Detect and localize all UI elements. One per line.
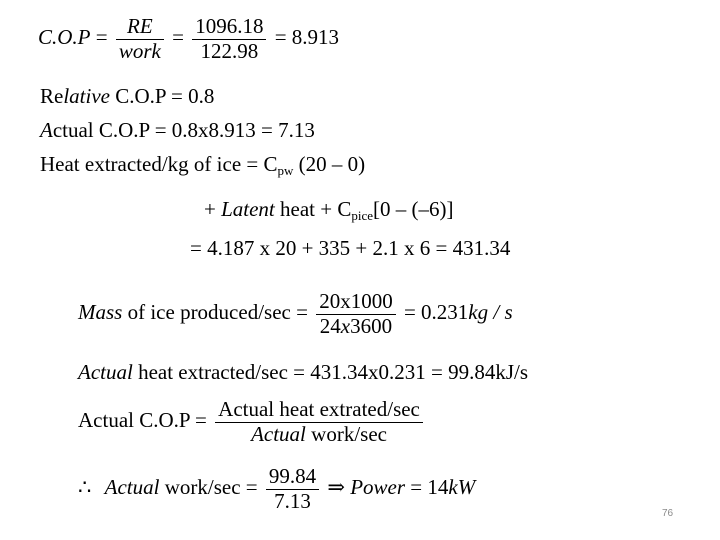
implies-arrow-icon: ⇒ [327,474,345,499]
actual-heat-line [78,362,528,383]
fraction-denominator: work [118,38,161,63]
cop-equation [38,15,339,63]
relative-cop-line [40,86,214,107]
latent-label: Latent [221,197,275,221]
mass-label: Mass [78,299,123,324]
relative-prefix: Re [40,84,64,108]
cop-label: C.O.P [38,24,91,49]
re-over-work-fraction [116,15,164,63]
actual-cop-value: ctual C.O.P = 0.8x8.913 = 7.13 [52,118,315,142]
therefore-symbol: ∴ [78,474,92,499]
heat-extracted-line [40,154,365,177]
fraction-numerator: RE [116,15,164,40]
relative-cop-value: C.O.P = 0.8 [109,84,215,108]
heat-result-line [190,238,510,259]
power-label: Power [350,474,406,499]
ice-temperature-term: [0 – (–6)] [373,197,454,221]
equals-sign: = [95,24,108,49]
fraction-denominator: 7.13 [274,488,311,513]
actual-cop-fraction-line [78,398,426,446]
actual-label: Actual [104,474,160,499]
mass-fraction [316,290,396,338]
latent-heat-line [204,199,453,222]
actual-initial: A [40,118,53,142]
fraction-denominator: 122.98 [200,38,259,63]
power-value: = 14 [405,474,449,499]
cpice-subscript: pice [351,208,373,223]
equals-sign: = [274,24,287,49]
slide-number: 76 [662,508,674,519]
mass-unit: kg / s [468,299,513,324]
actual-label: Actual [78,360,133,384]
actual-cop-label: Actual C.O.P = [78,407,207,432]
numeric-fraction [192,15,266,63]
actual-cop-line [40,120,315,141]
fraction-denominator: 24x3600 [319,313,393,338]
work-per-sec-label: work/sec = [159,474,258,499]
heat-extracted-label: Heat extracted/kg of ice = C [40,152,278,176]
cpw-subscript: pw [277,163,294,178]
power-line [78,465,475,513]
fraction-numerator: Actual heat extrated/sec [215,398,423,423]
fraction-numerator: 99.84 [266,465,319,490]
cop-result: 8.913 [291,24,340,49]
fraction-denominator: Actual work/sec [251,421,387,446]
equals-sign: = [172,24,184,49]
plus-sign: + [204,197,222,221]
relative-suffix: lative [63,84,110,108]
fraction-numerator: 1096.18 [192,15,266,40]
heat-plus-c: heat + C [274,197,352,221]
actual-heat-value: heat extracted/sec = 431.34x0.231 = 99.84kJ/s [132,360,529,384]
mass-result: = 0.231 [403,299,469,324]
work-fraction [266,465,319,513]
cop-fraction [215,398,423,446]
fraction-numerator: 20x1000 [316,290,396,315]
heat-extracted-term: (20 – 0) [293,152,366,176]
heat-result: = 4.187 x 20 + 335 + 2.1 x 6 = 431.34 [190,236,511,260]
power-unit: kW [448,474,476,499]
mass-line [78,290,513,338]
mass-description: of ice produced/sec = [122,299,308,324]
